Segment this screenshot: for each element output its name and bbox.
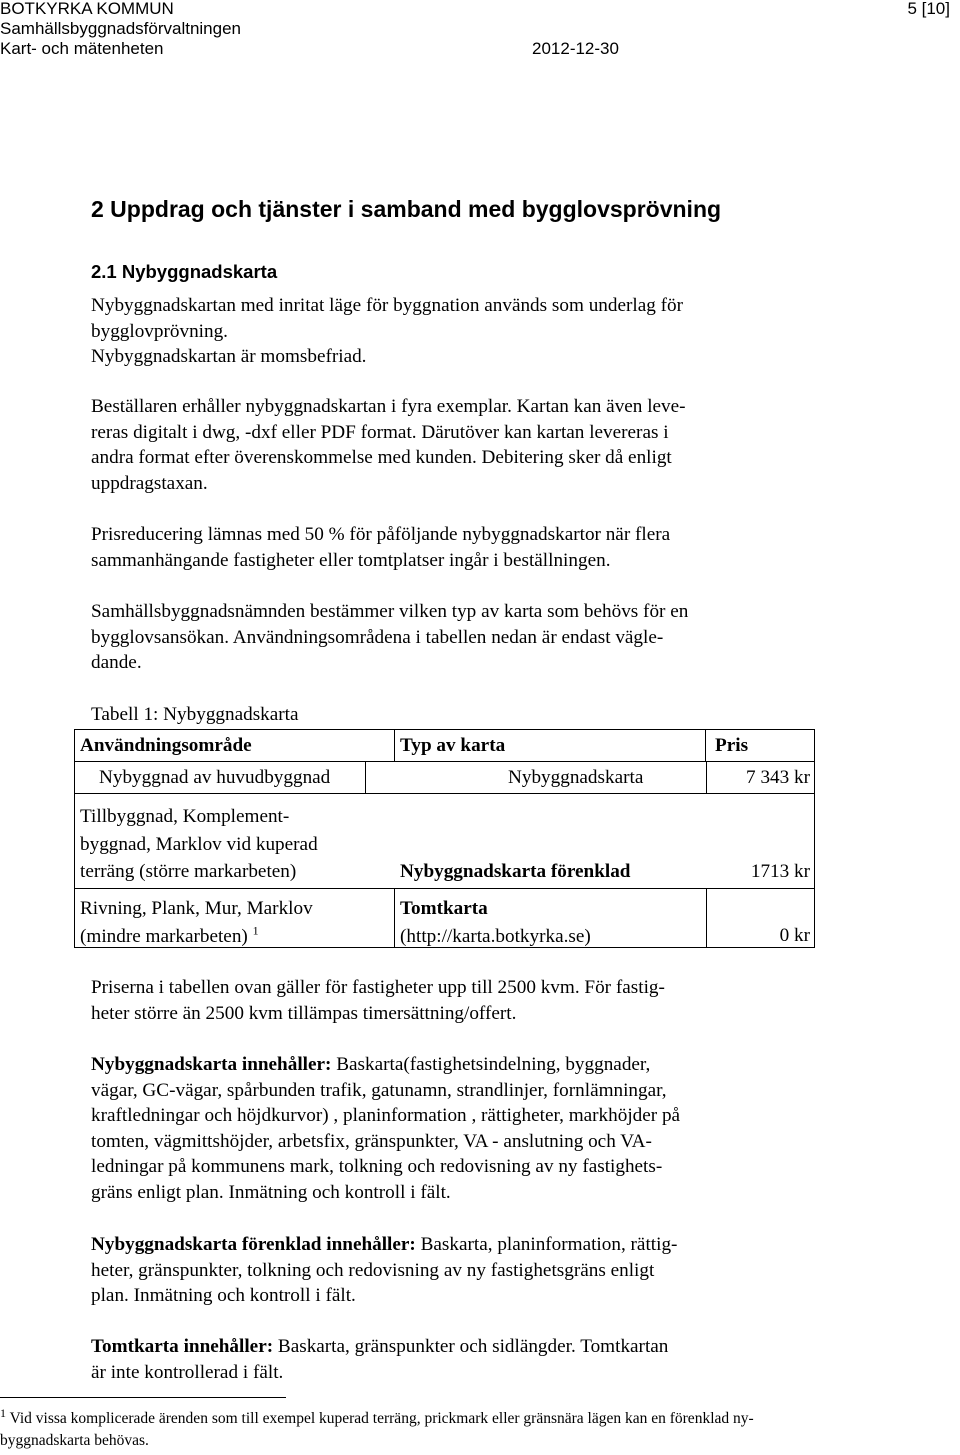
table-border [706, 888, 707, 947]
page-number: 5 [10] [907, 0, 950, 18]
table-cell-price: 1713 kr [750, 861, 810, 882]
paragraph-board [91, 599, 821, 676]
label: Nybyggnadskarta förenklad innehåller: [91, 1234, 416, 1255]
table-border [74, 888, 815, 889]
table-cell-price: 7 343 kr [746, 767, 810, 788]
unit-name: Kart- och mätenheten [0, 39, 164, 58]
text-line: heter större än 2500 kvm tillämpas timersättning/offert. [91, 1002, 517, 1024]
text-line: ledningar på kommunens mark, tolkning och redovisning av ny fastighets- [91, 1156, 663, 1177]
text-line: heter, gränspunkter, tolkning och redovisning av ny fastighetsgräns enligt [91, 1259, 655, 1281]
table-border [74, 761, 815, 762]
table-border [74, 793, 815, 794]
table-cell-price: 0 kr [779, 925, 810, 946]
text-line: gräns enligt plan. Inmätning och kontroll i fält. [91, 1181, 451, 1203]
text-line: Nybyggnadskartan med inritat läge för byggnation används som underlag för [91, 295, 683, 316]
text-line: Samhällsbyggnadsnämnden bestämmer vilken typ av karta som behövs för en [91, 601, 689, 622]
text-line: terräng (större markarbeten) [80, 861, 297, 882]
text-line: bygglovprövning. [91, 320, 228, 342]
text-line: reras digitalt i dwg, -dxf eller PDF format. Därutöver kan kartan levereras i [91, 421, 669, 443]
table-border [814, 729, 815, 948]
text-line: uppdragstaxan. [91, 472, 208, 494]
text-line: vägar, GC-vägar, spårbunden trafik, gatunamn, strandlinjer, fornlämningar, [91, 1079, 667, 1101]
paragraph-forenklad-contents [91, 1232, 821, 1309]
paragraph-nybyggnadskarta-contents [91, 1052, 821, 1205]
table-border [365, 761, 366, 793]
text-line: Rivning, Plank, Mur, Marklov [80, 898, 313, 919]
table-cell-area [80, 895, 313, 950]
paragraph-usage [91, 293, 821, 370]
paragraph-price-note [91, 975, 821, 1026]
text-line: Vid vissa komplicerade ärenden som till exempel kuperad terräng, prickmark eller gränsnära lägen kan en förenklad ny- [6, 1410, 754, 1427]
table-cell-area: Nybyggnad av huvudbyggnad [99, 767, 331, 788]
text-line: byggnad, Marklov vid kuperad [80, 833, 318, 855]
document-date: 2012-12-30 [532, 39, 619, 58]
table-border [706, 761, 707, 793]
text-line: Priserna i tabellen ovan gäller för fastigheter upp till 2500 kvm. För fastig- [91, 977, 665, 998]
text-line: dande. [91, 652, 142, 673]
text-line: (mindre markarbeten) [80, 925, 248, 947]
text-line: sammanhängande fastigheter eller tomtplatser ingår i beställningen. [91, 549, 611, 571]
table-cell-area [80, 803, 318, 886]
text-line: Baskarta, planinformation, rättig- [415, 1234, 678, 1255]
price-table [74, 729, 815, 948]
table-header-type: Typ av karta [400, 735, 506, 756]
paragraph-tomtkarta-contents [91, 1334, 821, 1385]
org-name: BOTKYRKA KOMMUN [0, 0, 174, 18]
text-line: byggnadskarta behövas. [0, 1432, 149, 1449]
table-border [74, 729, 75, 948]
table-border [705, 729, 706, 761]
footnote-separator [0, 1397, 286, 1398]
label: Nybyggnadskarta innehåller: [91, 1054, 332, 1075]
table-caption: Tabell 1: Nybyggnadskarta [91, 704, 299, 725]
text-line: Tillbyggnad, Komplement- [80, 806, 290, 827]
text-line: bygglovsansökan. Användningsområdena i tabellen nedan är endast vägle- [91, 626, 664, 648]
paragraph-delivery [91, 394, 821, 496]
text-line: Baskarta(fastighetsindelning, byggnader, [331, 1054, 651, 1075]
text-line: (http://karta.botkyrka.se) [400, 925, 591, 947]
table-cell-type [400, 895, 591, 950]
table-cell-type: Nybyggnadskarta [508, 767, 644, 788]
text-line: plan. Inmätning och kontroll i fält. [91, 1285, 356, 1306]
section-title: 2 Uppdrag och tjänster i samband med bygglovsprövning [91, 196, 722, 222]
text-line: Tomtkarta [400, 898, 488, 919]
table-border [394, 888, 395, 947]
department-name: Samhällsbyggnadsförvaltningen [0, 19, 241, 38]
text-line: kraftledningar och höjdkurvor) , planinformation , rättigheter, markhöjder på [91, 1105, 681, 1126]
label: Tomtkarta innehåller: [91, 1336, 274, 1357]
text-line: är inte kontrollerad i fält. [91, 1361, 284, 1383]
text-line: tomten, vägmittshöjder, arbetsfix, gränspunkter, VA - anslutning och VA- [91, 1130, 652, 1152]
table-header-area: Användningsområde [80, 735, 252, 756]
table-header-price: Pris [715, 735, 749, 756]
table-border [74, 729, 815, 730]
table-cell-type: Nybyggnadskarta förenklad [400, 861, 631, 882]
footnote-ref: 1 [252, 923, 259, 938]
table-border [394, 729, 395, 761]
text-line: Baskarta, gränspunkter och sidlängder. Tomtkartan [273, 1336, 669, 1357]
text-line: Prisreducering lämnas med 50 % för påföljande nybyggnadskartor när flera [91, 524, 671, 545]
subsection-title: 2.1 Nybyggnadskarta [91, 261, 278, 282]
text-line: Beställaren erhåller nybyggnadskartan i fyra exemplar. Kartan kan även leve- [91, 396, 686, 417]
text-line: Nybyggnadskartan är momsbefriad. [91, 346, 367, 367]
footnote-mark: 1 [0, 1405, 6, 1420]
paragraph-discount [91, 522, 821, 573]
text-line: andra format efter överenskommelse med kunden. Debitering sker då enligt [91, 447, 672, 468]
footnote [0, 1405, 960, 1452]
